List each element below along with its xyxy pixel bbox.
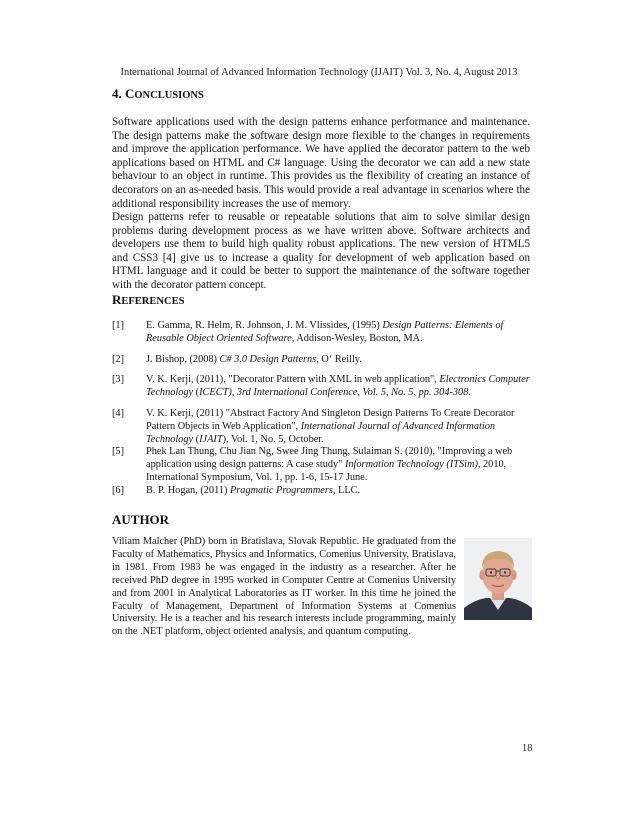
conclusions-title-rest: ONCLUSIONS: [134, 90, 204, 101]
conclusions-title-first: C: [125, 86, 135, 101]
reference-number: [5]: [112, 446, 125, 458]
reference-number: [6]: [112, 484, 125, 496]
references-title-first: R: [112, 292, 122, 307]
conclusions-paragraph-1: Software applications used with the design patterns enhance performance and maintenance. The design patterns make the software design more flexible to the changes in requirements and improve the application performance. We have applied the decorator pattern to the web applications based on HTML and C# language. Using the decorator we can add a new state behaviour to an object in runtime. This provides us the flexibility of creating an instance of decorators on an as-needed basis. This would provide a real advantage in scenarios where the additional responsibility increases the use of memory.: [112, 116, 530, 210]
reference-item: [2] J. Bishop, (2008) C# 3.0 Design Patterns, O‘ Reilly.: [112, 353, 362, 365]
references-heading: [112, 292, 184, 309]
author-photo: [464, 538, 532, 620]
conclusions-number: 4.: [112, 86, 125, 101]
references-list: [112, 320, 532, 498]
reference-item: [5] Phek Lan Thung, Chu Jian Ng, Swee Jing Thung, Sulaiman S. (2010), "Improving a web application using design patterns: A case study" Information Technology (ITSim), 2010, International Symposium, Vol. 1, pp. 1-6, 15-17 June.: [112, 446, 513, 483]
reference-item: [1] E. Gamma, R. Helm, R. Johnson, J. M. Vlissides, (1995) Design Patterns: Elements of Reusable Object Oriented Software, Addison-Wesley, Boston, MA.: [112, 320, 504, 344]
author-bio: Viliam Malcher (PhD) born in Bratislava, Slovak Republic. He graduated from the Faculty of Mathematics, Physics and Informatics, Comenius University, Bratislava, in 1981. From 1983 he was engaged in the industry as a researcher. After he received PhD degree in 1995 worked in Computer Centre at Comenius University and from 2001 in Analytical Laboratories as IT worker. In this time he joined the Faculty of Management, Department of Information Systems at Comenius University. He is a teacher and his research interests include programming, mainly on the .NET platform, object oriented analysis, and quantum computing.: [112, 536, 456, 638]
reference-item: [3] V. K. Kerji, (2011), "Decorator Pattern with XML in web application", Electronics Computer Technology (ICECT), 3rd International Conference, Vol. 5, No. 5, pp. 304-308.: [112, 374, 530, 399]
running-header: International Journal of Advanced Information Technology (IJAIT) Vol. 3, No. 4, August 2013: [120, 67, 518, 78]
reference-number: [1]: [112, 320, 125, 331]
conclusions-paragraph-2: Design patterns refer to reusable or repeatable solutions that aim to solve similar design problems during development process as we have written above. Software architects and developers use them to build high quality robust applications. The new version of HTML5 and CSS3 [4] give us to increase a quality for development of web application based on HTML language and it could be better to support the maintenance of the software together with the decorator pattern concept.: [112, 211, 530, 291]
reference-item: [4] V. K. Kerji, (2011) "Abstract Factory And Singleton Design Patterns To Create Decorator Pattern Objects in Web Application", International Journal of Advanced Information Technology (IJAIT), Vol. 1, No. 5, October.: [112, 407, 515, 445]
reference-number: [3]: [112, 374, 125, 386]
page-number: 18: [522, 743, 533, 754]
conclusions-heading: [112, 86, 204, 103]
reference-item: [6] B. P. Hogan, (2011) Pragmatic Programmers, LLC.: [112, 484, 361, 496]
reference-number: [4]: [112, 407, 125, 419]
reference-number: [2]: [112, 353, 125, 365]
references-title-rest: EFERENCES: [121, 296, 185, 307]
author-heading: AUTHOR: [112, 512, 170, 527]
